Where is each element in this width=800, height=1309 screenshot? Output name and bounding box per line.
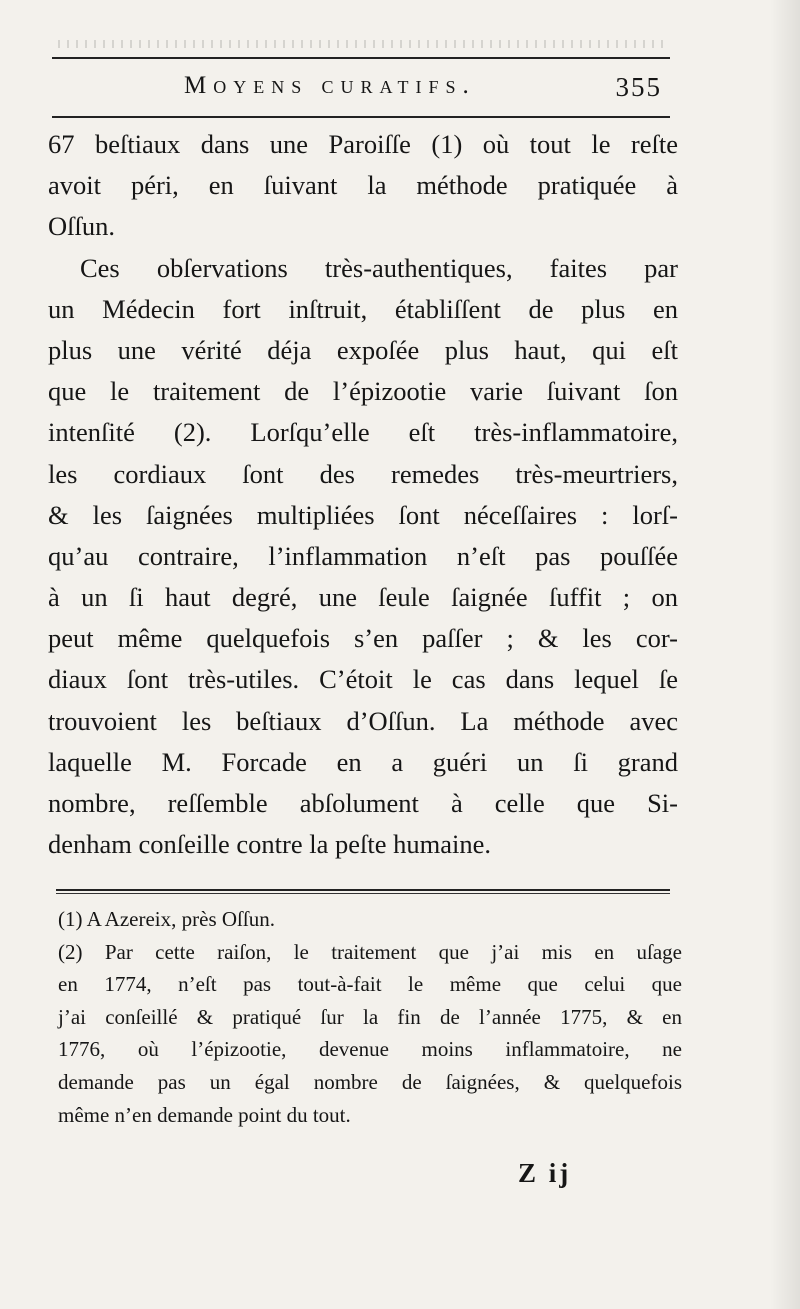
footnote-line: même n’en demande point du tout. bbox=[58, 1102, 351, 1127]
body-line: intenſité (2). Lorſqu’elle eſt très-inflammatoire, bbox=[48, 417, 678, 448]
footnote-line: (1) A Azereix, près Oſſun. bbox=[58, 907, 275, 931]
body-line: laquelle M. Forcade en a guéri un ſi grand bbox=[48, 746, 678, 777]
body-line: denham conſeille contre la peſte humaine. bbox=[48, 829, 491, 860]
body-line: Ces obſervations très-authentiques, faites par bbox=[80, 252, 678, 283]
footnote-line: 1776, où l’épizootie, devenue moins inflammatoire, ne bbox=[58, 1037, 682, 1062]
top-rule bbox=[52, 57, 670, 59]
body-line: avoit péri, en ſuivant la méthode pratiquée à bbox=[48, 170, 678, 201]
head-rule bbox=[52, 116, 670, 118]
body-line: 67 beſtiaux dans une Paroiſſe (1) où tout le reſte bbox=[48, 129, 678, 159]
signature-mark: Z ij bbox=[518, 1158, 572, 1188]
footnote-line: (2) Par cette raiſon, le traitement que j’ai mis en uſage bbox=[58, 939, 682, 964]
body-line: qu’au contraire, l’inflammation n’eſt pas pouſſée bbox=[48, 540, 678, 571]
body-text bbox=[48, 124, 678, 865]
body-line: & les ſaignées multipliées ſont néceſſaires : lorſ- bbox=[48, 499, 678, 530]
footnote-line: en 1774, n’eſt pas tout-à-fait le même que celui que bbox=[58, 972, 682, 997]
footnote-line: j’ai conſeillé & pratiqué ſur la fin de l’année 1775, & en bbox=[58, 1004, 682, 1029]
page-edge-shadow bbox=[770, 0, 800, 1309]
body-line: à un ſi haut degré, une ſeule ſaignée ſuffit ; on bbox=[48, 582, 678, 613]
body-line: que le traitement de l’épizootie varie ſuivant ſon bbox=[48, 376, 678, 407]
body-line: nombre, reſſemble abſolument à celle que Si- bbox=[48, 788, 678, 818]
body-line: Oſſun. bbox=[48, 211, 115, 242]
footnotes bbox=[58, 903, 682, 1131]
footnote-rule-thin bbox=[56, 893, 670, 894]
bleed-through-speckle bbox=[58, 40, 668, 48]
running-head-title: Moyens curatifs. bbox=[184, 72, 476, 99]
page-number: 355 bbox=[615, 72, 662, 102]
body-line: diaux ſont très-utiles. C’étoit le cas dans lequel ſe bbox=[48, 664, 678, 695]
body-line: les cordiaux ſont des remedes très-meurtriers, bbox=[48, 458, 678, 489]
running-head bbox=[52, 68, 670, 108]
body-line: trouvoient les beſtiaux d’Oſſun. La méthode avec bbox=[48, 705, 678, 736]
footnote-rule bbox=[56, 889, 670, 891]
footnote-line: demande pas un égal nombre de ſaignées, & quelquefois bbox=[58, 1069, 682, 1094]
body-line: plus une vérité déja expoſée plus haut, qui eſt bbox=[48, 334, 678, 365]
body-line: un Médecin fort inſtruit, établiſſent de plus en bbox=[48, 293, 678, 324]
body-line: peut même quelquefois s’en paſſer ; & les cor- bbox=[48, 623, 678, 654]
